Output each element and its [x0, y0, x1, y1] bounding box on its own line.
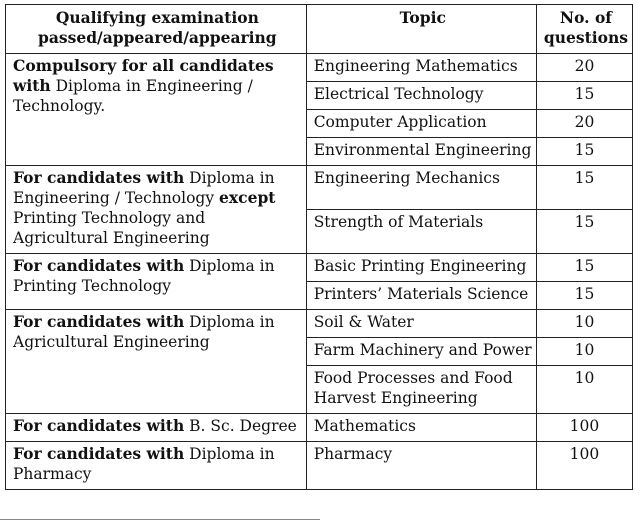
- topic-cell: Electrical Technology: [306, 82, 536, 110]
- question-count-cell: 15: [536, 210, 632, 254]
- topic-cell: Farm Machinery and Power: [306, 338, 536, 366]
- table-row: [6, 166, 633, 210]
- syllabus-table: [5, 4, 633, 490]
- table-row: [6, 414, 633, 442]
- question-count-cell: 15: [536, 82, 632, 110]
- qualifying-text: Printing Technology and Agricultural Engineering: [13, 209, 210, 247]
- footer-rule: [0, 519, 320, 520]
- qualifying-exam-cell: [6, 166, 307, 254]
- topic-cell: Engineering Mechanics: [306, 166, 536, 210]
- qualifying-text: Diploma in Agricultural Engineering: [13, 313, 275, 351]
- qualifying-emphasis: For candidates with: [13, 416, 185, 435]
- question-count-cell: 100: [536, 414, 632, 442]
- question-count-cell: 10: [536, 366, 632, 414]
- qualifying-emphasis: For candidates with: [13, 312, 185, 331]
- topic-cell: Engineering Mathematics: [306, 54, 536, 82]
- topic-cell: Pharmacy: [306, 442, 536, 490]
- question-count-cell: 10: [536, 310, 632, 338]
- question-count-cell: 15: [536, 282, 632, 310]
- qualifying-emphasis: For candidates with: [13, 256, 185, 275]
- question-count-cell: 20: [536, 54, 632, 82]
- qualifying-emphasis: For candidates with: [13, 168, 185, 187]
- table-row: [6, 442, 633, 490]
- question-count-cell: 15: [536, 138, 632, 166]
- table-row: [6, 54, 633, 82]
- qualifying-exam-cell: [6, 254, 307, 310]
- question-count-cell: 10: [536, 338, 632, 366]
- topic-cell: Strength of Materials: [306, 210, 536, 254]
- topic-cell: Environmental Engineering: [306, 138, 536, 166]
- qualifying-exam-cell: [6, 54, 307, 166]
- qualifying-emphasis: except: [219, 188, 276, 207]
- qualifying-text: Diploma in Pharmacy: [13, 445, 275, 483]
- table-row: [6, 310, 633, 338]
- qualifying-exam-cell: [6, 310, 307, 414]
- qualifying-text: Diploma in Engineering / Technology.: [13, 77, 253, 115]
- qualifying-exam-cell: [6, 414, 307, 442]
- qualifying-text: Diploma in Engineering / Technology: [13, 169, 275, 207]
- question-count-cell: 20: [536, 110, 632, 138]
- qualifying-text: Diploma in Printing Technology: [13, 257, 275, 295]
- question-count-cell: 15: [536, 254, 632, 282]
- topic-cell: Food Processes and Food Harvest Engineering: [306, 366, 536, 414]
- question-count-cell: 15: [536, 166, 632, 210]
- qualifying-text: B. Sc. Degree: [184, 417, 297, 435]
- topic-cell: Printers’ Materials Science: [306, 282, 536, 310]
- header-question-count: No. of questions: [536, 5, 632, 54]
- table-body: [6, 54, 633, 490]
- topic-cell: Basic Printing Engineering: [306, 254, 536, 282]
- header-topic: Topic: [306, 5, 536, 54]
- question-count-cell: 100: [536, 442, 632, 490]
- qualifying-emphasis: For candidates with: [13, 444, 185, 463]
- qualifying-emphasis: Compulsory for all candidates with: [13, 56, 274, 95]
- topic-cell: Computer Application: [306, 110, 536, 138]
- table-header-row: [6, 5, 633, 54]
- header-qualifying-exam: Qualifying examination passed/appeared/appearing: [6, 5, 307, 54]
- table-row: [6, 254, 633, 282]
- topic-cell: Mathematics: [306, 414, 536, 442]
- qualifying-exam-cell: [6, 442, 307, 490]
- topic-cell: Soil & Water: [306, 310, 536, 338]
